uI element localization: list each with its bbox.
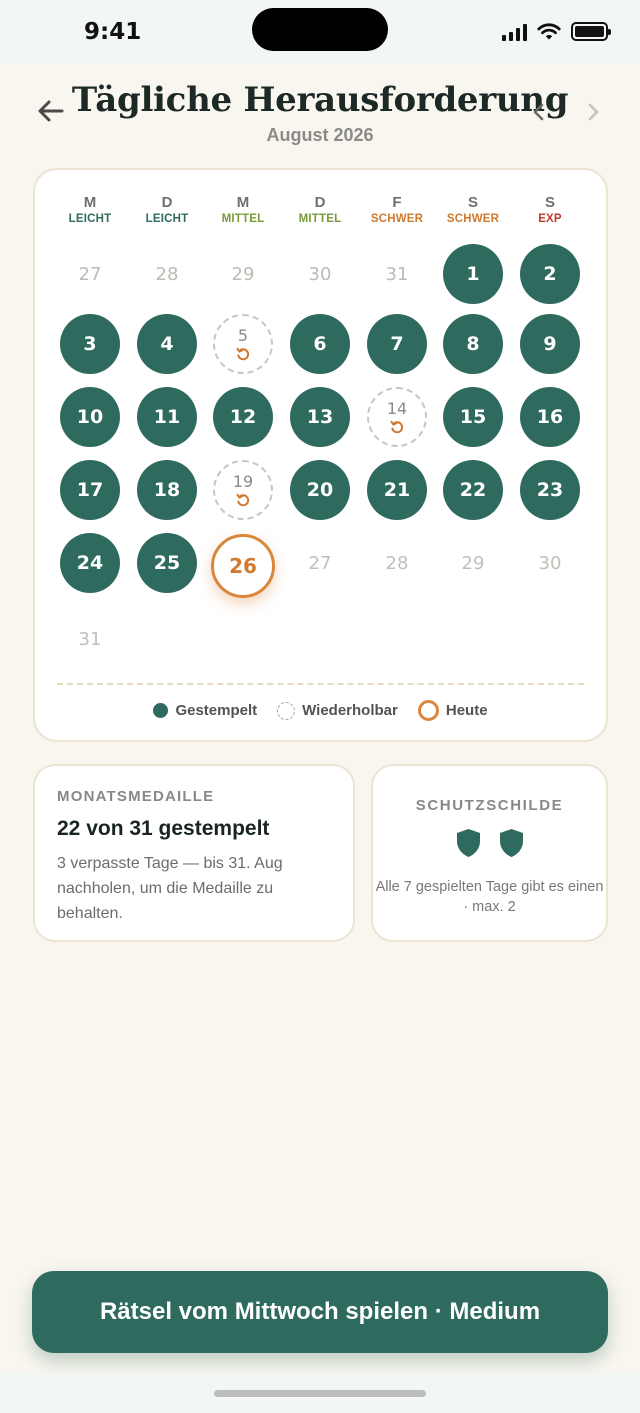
day-number: 15	[459, 406, 487, 428]
calendar-day-stamped[interactable]	[60, 314, 120, 374]
weekday-4	[362, 194, 432, 225]
calendar-day-stamped[interactable]	[443, 244, 503, 304]
weekday-difficulty: EXP	[538, 213, 562, 225]
calendar-day-stamped[interactable]	[137, 314, 197, 374]
day-number: 27	[308, 552, 332, 574]
calendar-day-out	[367, 244, 427, 304]
weekday-3	[285, 194, 355, 225]
weekday-letter: F	[392, 194, 402, 211]
legend-divider	[57, 683, 584, 685]
weekday-6	[515, 194, 585, 225]
calendar-day-stamped[interactable]	[60, 387, 120, 447]
day-number: 10	[76, 406, 104, 428]
day-number: 3	[83, 333, 97, 355]
day-number: 14	[386, 399, 408, 418]
calendar-day-stamped[interactable]	[443, 387, 503, 447]
day-number: 31	[78, 628, 102, 650]
weekday-5	[438, 194, 508, 225]
calendar-day-repeatable[interactable]	[367, 387, 427, 447]
shield-icon	[456, 828, 481, 863]
day-number: 18	[153, 479, 181, 501]
header	[0, 64, 640, 164]
medal-headline: 22 von 31 gestempelt	[57, 817, 270, 840]
wifi-icon	[536, 22, 562, 41]
day-number: 30	[308, 263, 332, 285]
medal-card	[33, 764, 355, 942]
weekday-difficulty: LEICHT	[68, 213, 112, 225]
calendar-day-stamped[interactable]	[290, 314, 350, 374]
calendar-day-out	[60, 244, 120, 304]
page-title: Tägliche Herausforderung	[71, 80, 569, 120]
weekday-0	[55, 194, 125, 225]
day-number: 29	[231, 263, 255, 285]
calendar-day-out	[213, 244, 273, 304]
replay-icon	[235, 491, 251, 508]
medal-text: 3 verpasste Tage — bis 31. Aug nachholen, um die Medaille zu behalten.	[57, 855, 283, 922]
day-number: 21	[383, 479, 411, 501]
calendar-day-future[interactable]	[367, 533, 427, 593]
weekday-difficulty: SCHWER	[370, 213, 424, 225]
calendar-day-out	[290, 244, 350, 304]
calendar-day-stamped[interactable]	[443, 460, 503, 520]
legend-stamped-label: Gestempelt	[175, 702, 258, 719]
day-number: 13	[306, 406, 334, 428]
day-number: 5	[237, 326, 249, 345]
calendar-day-stamped[interactable]	[367, 314, 427, 374]
day-number: 29	[461, 552, 485, 574]
weekday-letter: S	[544, 194, 555, 211]
day-number: 7	[390, 333, 404, 355]
weekday-difficulty: MITTEL	[298, 213, 342, 225]
calendar-day-stamped[interactable]	[60, 533, 120, 593]
day-number: 1	[466, 263, 480, 285]
day-number: 31	[385, 263, 409, 285]
signal-icon	[502, 23, 527, 41]
shield-icons	[373, 828, 606, 863]
calendar-day-stamped[interactable]	[290, 460, 350, 520]
status-bar	[0, 0, 640, 64]
day-number: 27	[78, 263, 102, 285]
calendar-day-stamped[interactable]	[213, 387, 273, 447]
legend-repeatable-label: Wiederholbar	[302, 702, 398, 719]
calendar-day-future[interactable]	[520, 533, 580, 593]
weekday-difficulty: MITTEL	[221, 213, 265, 225]
day-number: 4	[160, 333, 174, 355]
day-number: 25	[153, 552, 181, 574]
shield-icon	[499, 828, 524, 863]
weekday-letter: M	[236, 194, 250, 211]
battery-icon	[571, 22, 608, 41]
legend-today-label: Heute	[445, 702, 488, 719]
calendar-day-stamped[interactable]	[520, 314, 580, 374]
day-number: 23	[536, 479, 564, 501]
calendar-day-stamped[interactable]	[443, 314, 503, 374]
weekday-letter: M	[83, 194, 97, 211]
calendar-day-stamped[interactable]	[520, 460, 580, 520]
legend-stamped	[153, 702, 257, 719]
calendar-day-future[interactable]	[60, 609, 120, 669]
replay-icon	[235, 345, 251, 362]
shield-caption: SCHUTZSCHILDE	[415, 797, 564, 814]
calendar-day-repeatable[interactable]	[213, 314, 273, 374]
calendar-day-stamped[interactable]	[520, 244, 580, 304]
day-number: 16	[536, 406, 564, 428]
day-number: 12	[229, 406, 257, 428]
day-number: 8	[466, 333, 480, 355]
shield-text: Alle 7 gespielten Tage gibt es einen · max. 2	[375, 879, 604, 915]
weekday-difficulty: LEICHT	[145, 213, 189, 225]
calendar-day-future[interactable]	[443, 533, 503, 593]
legend-repeatable	[277, 702, 398, 720]
calendar-day-stamped[interactable]	[137, 533, 197, 593]
day-number: 19	[232, 472, 254, 491]
month-label: August 2026	[266, 125, 374, 145]
day-number: 28	[155, 263, 179, 285]
day-number: 26	[229, 554, 257, 578]
weekday-letter: S	[467, 194, 478, 211]
calendar-day-today[interactable]	[211, 534, 275, 598]
replay-icon	[389, 418, 405, 435]
calendar-day-stamped[interactable]	[520, 387, 580, 447]
weekday-letter: D	[314, 194, 326, 211]
calendar-day-stamped[interactable]	[137, 387, 197, 447]
day-number: 11	[153, 406, 181, 428]
day-number: 9	[543, 333, 557, 355]
day-number: 22	[459, 479, 487, 501]
status-icons	[502, 22, 608, 41]
calendar-day-stamped[interactable]	[60, 460, 120, 520]
weekday-1	[132, 194, 202, 225]
day-number: 2	[543, 263, 557, 285]
weekday-difficulty: SCHWER	[446, 213, 500, 225]
repeatable-dot-icon	[277, 702, 295, 720]
home-indicator	[214, 1390, 426, 1397]
shield-card	[371, 764, 608, 942]
legend-today	[418, 700, 488, 721]
previous-month-chevron-icon[interactable]	[528, 98, 550, 126]
legend	[35, 700, 606, 721]
today-ring-icon	[418, 700, 439, 721]
weekday-2	[208, 194, 278, 225]
dynamic-island	[252, 8, 388, 51]
calendar-day-stamped[interactable]	[367, 460, 427, 520]
calendar-day-repeatable[interactable]	[213, 460, 273, 520]
weekday-letter: D	[161, 194, 173, 211]
day-number: 20	[306, 479, 334, 501]
stamped-dot-icon	[153, 703, 168, 718]
calendar-day-out	[137, 244, 197, 304]
play-puzzle-button[interactable]: Rätsel vom Mittwoch spielen · Medium	[32, 1271, 608, 1353]
calendar-day-stamped[interactable]	[290, 387, 350, 447]
day-number: 24	[76, 552, 104, 574]
medal-caption: MONATSMEDAILLE	[57, 788, 215, 805]
day-number: 6	[313, 333, 327, 355]
next-month-chevron-icon[interactable]	[582, 98, 604, 126]
calendar-day-future[interactable]	[290, 533, 350, 593]
calendar-card	[33, 168, 608, 742]
status-time: 9:41	[84, 19, 142, 45]
day-number: 17	[76, 479, 104, 501]
day-number: 30	[538, 552, 562, 574]
calendar-day-stamped[interactable]	[137, 460, 197, 520]
day-number: 28	[385, 552, 409, 574]
